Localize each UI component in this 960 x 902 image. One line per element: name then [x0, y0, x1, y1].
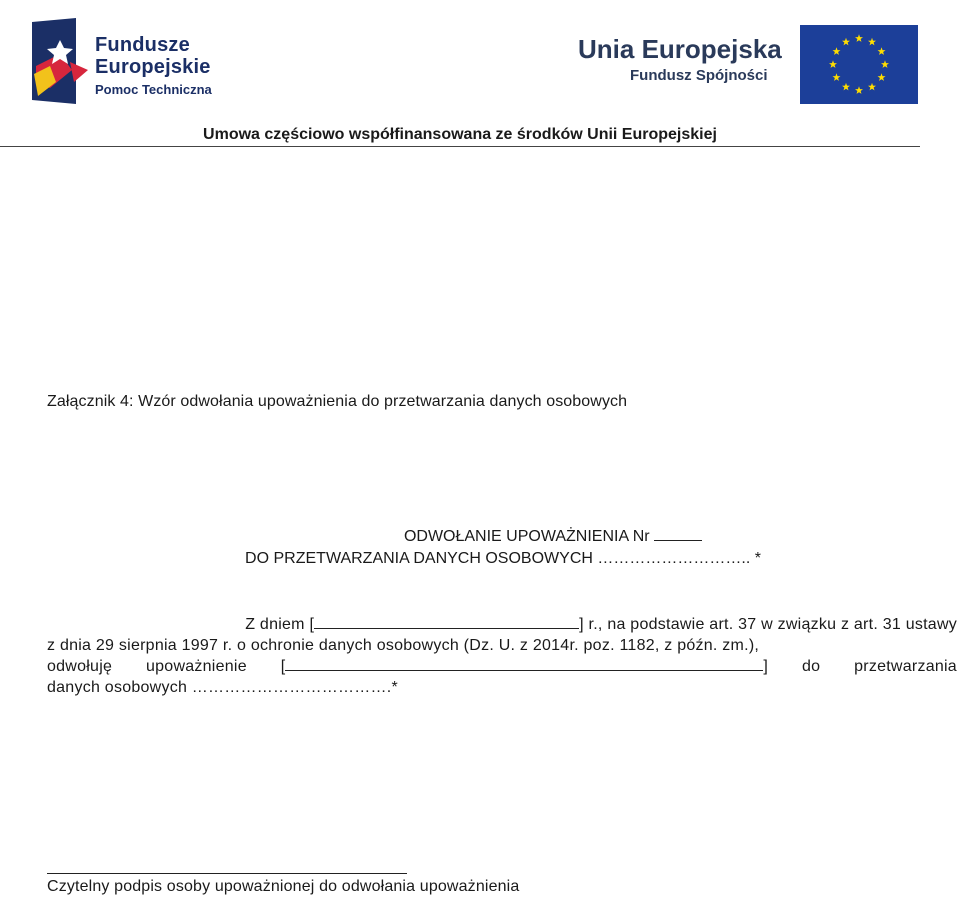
legal-basis-text: ] r., na podstawie art. 37 w związku z art. 31 ustawy: [579, 616, 957, 633]
body-line-3: [47, 656, 957, 677]
bracket-close: ]: [763, 658, 769, 675]
body-line-1: [47, 614, 957, 635]
logo-left-line1: Fundusze: [95, 34, 190, 56]
signature-label: Czytelny podpis osoby upoważnionej do odwołania upoważnienia: [47, 878, 520, 895]
person-blank-field: [285, 656, 763, 671]
body-line-2: z dnia 29 sierpnia 1997 r. o ochronie danych osobowych (Dz. U. z 2014r. poz. 1182, z późn. zm.),: [47, 637, 760, 654]
logo-left-line2: Europejskie: [95, 56, 211, 78]
attachment-title: Załącznik 4: Wzór odwołania upoważnienia do przetwarzania danych osobowych: [47, 393, 628, 410]
body-line-4: danych osobowych ……………………………….*: [47, 679, 398, 696]
document-title-line2: DO PRZETWARZANIA DANYCH OSOBOWYCH ……………………….. *: [245, 550, 761, 567]
eu-flag-icon: [800, 25, 918, 104]
date-blank-field: [314, 614, 579, 629]
person-bracket-field: [281, 656, 768, 677]
to-word: do: [801, 658, 821, 675]
document-title-line1: [47, 526, 957, 548]
bracket-open: [: [280, 658, 286, 675]
revoke-word: odwołuję: [47, 658, 113, 675]
logo-left-line3: Pomoc Techniczna: [95, 82, 212, 97]
logo-right-line2: Fundusz Spójności: [630, 67, 768, 84]
authorization-word: upoważnienie: [146, 658, 247, 675]
document-title-prefix: ODWOŁANIE UPOWAŻNIENIA Nr: [403, 528, 650, 545]
processing-word: przetwarzania: [854, 658, 957, 675]
signature-line: [47, 873, 407, 874]
body-paragraph: [47, 614, 957, 698]
header-divider: [0, 146, 920, 147]
number-blank-field: [654, 526, 702, 541]
logo-right-line1: Unia Europejska: [578, 34, 782, 64]
cofinancing-header: Umowa częściowo współfinansowana ze środków Unii Europejskiej: [203, 126, 717, 143]
date-prefix: Z dniem [: [245, 616, 315, 633]
document-title: [47, 526, 957, 570]
